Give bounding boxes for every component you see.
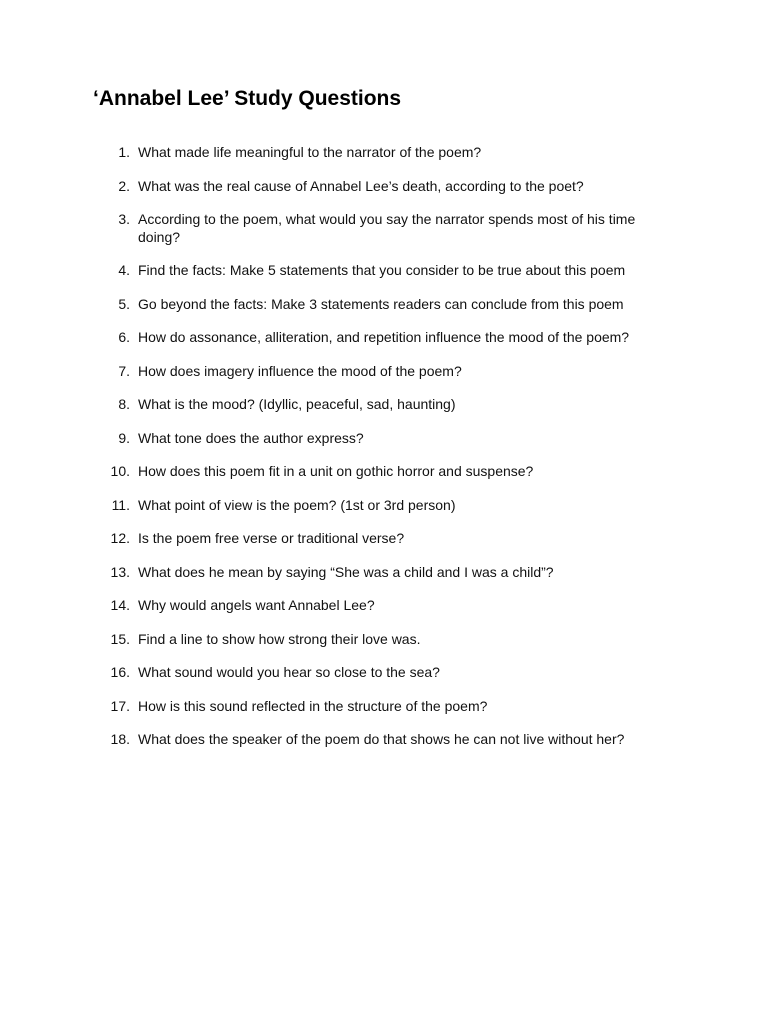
question-item-5 (0, 296, 768, 314)
question-text: How does this poem fit in a unit on gothic horror and suspense? (138, 463, 534, 479)
page-title: ‘Annabel Lee’ Study Questions (93, 87, 402, 110)
question-item-16 (0, 664, 768, 682)
question-text: What is the mood? (Idyllic, peaceful, sad, haunting) (138, 396, 456, 412)
question-text: What made life meaningful to the narrator of the poem? (138, 144, 482, 160)
question-text: How does imagery influence the mood of the poem? (138, 362, 462, 379)
question-item-12 (0, 530, 768, 548)
question-number: 8. (118, 396, 130, 412)
question-number: 11. (111, 496, 130, 513)
question-item-9 (0, 430, 768, 448)
question-item-17 (0, 698, 768, 716)
question-item-11 (0, 497, 768, 515)
question-item-2 (0, 178, 768, 196)
question-number: 1. (118, 144, 130, 160)
question-text: How is this sound reflected in the structure of the poem? (138, 697, 488, 714)
question-text: Find a line to show how strong their love was. (138, 630, 421, 647)
question-text: According to the poem, what would you say the narrator spends most of his time doing? (138, 211, 636, 245)
question-item-10 (0, 463, 768, 481)
question-text: What was the real cause of Annabel Lee’s death, according to the poet? (138, 177, 584, 194)
question-item-7 (0, 363, 768, 381)
question-text: What does the speaker of the poem do that shows he can not live without her? (138, 731, 625, 747)
question-number: 15. (110, 630, 130, 647)
question-text: What does he mean by saying “She was a child and I was a child”? (138, 563, 554, 580)
question-number: 13. (110, 563, 130, 580)
question-number: 2. (118, 177, 130, 194)
question-item-14 (0, 597, 768, 615)
question-number: 9. (118, 429, 130, 446)
question-number: 6. (118, 329, 130, 345)
question-number: 5. (118, 295, 130, 312)
question-text: What tone does the author express? (138, 429, 364, 446)
question-item-3 (0, 211, 768, 246)
question-number: 10. (110, 463, 130, 479)
question-item-1 (0, 144, 768, 162)
question-number: 4. (118, 262, 130, 278)
question-text: What point of view is the poem? (1st or 3rd person) (138, 496, 456, 513)
question-text: Go beyond the facts: Make 3 statements readers can conclude from this poem (138, 295, 624, 312)
question-number: 7. (118, 362, 130, 379)
question-item-13 (0, 564, 768, 582)
question-text: Find the facts: Make 5 statements that you consider to be true about this poem (138, 262, 626, 278)
question-item-15 (0, 631, 768, 649)
question-list (0, 144, 768, 765)
question-number: 18. (110, 731, 130, 747)
question-number: 16. (110, 664, 130, 680)
question-number: 17. (110, 697, 130, 714)
question-item-4 (0, 262, 768, 280)
question-item-8 (0, 396, 768, 414)
question-text: What sound would you hear so close to the sea? (138, 664, 440, 680)
question-text: Is the poem free verse or traditional verse? (138, 530, 405, 546)
question-number: 14. (110, 597, 130, 613)
question-number: 12. (110, 530, 130, 546)
question-text: How do assonance, alliteration, and repetition influence the mood of the poem? (138, 329, 630, 345)
question-item-18 (0, 731, 768, 749)
question-text: Why would angels want Annabel Lee? (138, 597, 375, 613)
question-number: 3. (118, 211, 130, 227)
question-item-6 (0, 329, 768, 347)
